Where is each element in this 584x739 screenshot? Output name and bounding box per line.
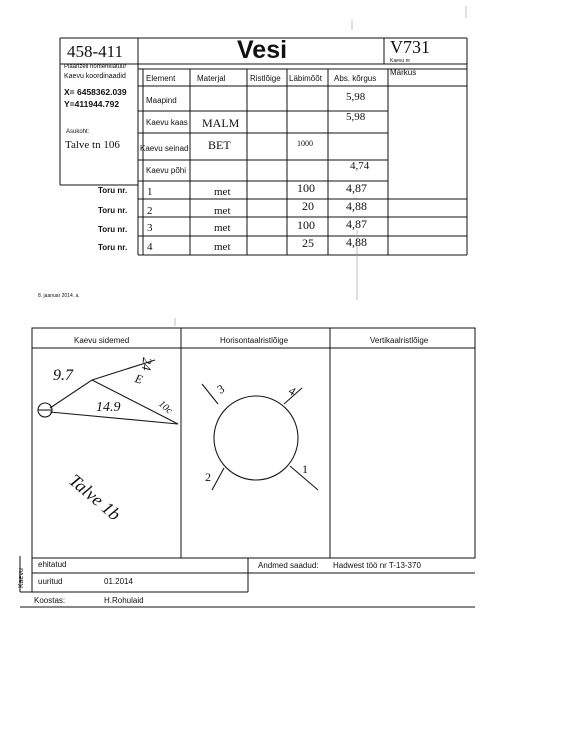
pipe-diameter: 100 [297, 181, 315, 195]
pipe-height: 4,87 [346, 181, 367, 195]
author-value: H.Rohulaid [104, 596, 144, 605]
row-height: 5,98 [346, 91, 366, 103]
pipe-label: Toru nr. [98, 225, 128, 234]
pipe-material: met [214, 186, 231, 198]
col-header-vertical-section: Vertikaalristlõige [370, 336, 429, 345]
pipe-nr: 2 [147, 205, 153, 217]
col-header-diameter: Läbimõõt [289, 74, 322, 83]
pipe-label-4: 4 [286, 383, 299, 399]
x-coordinate: X= 6458362.039 [64, 87, 127, 97]
hw-street-name: Talve 1b [65, 470, 125, 525]
col-header-note: Märkus [390, 68, 417, 77]
row-material: BET [208, 138, 231, 152]
location-label: Asukoht: [66, 129, 90, 135]
pipe-label-1: 1 [302, 462, 308, 476]
pipe-label-2: 2 [205, 470, 211, 484]
row-diameter: 1000 [297, 139, 313, 148]
row-element: Kaevu kaas [146, 118, 188, 127]
row-element: Kaevu seinad [140, 144, 189, 153]
pipe-nr: 1 [147, 186, 153, 198]
col-header-element: Element [146, 74, 176, 83]
updated-value: 01.2014 [104, 577, 133, 586]
row-material: MALM [202, 116, 240, 130]
coord-label: Kaevu koordinaadid [64, 73, 126, 80]
well-code: V731 [390, 37, 430, 57]
row-height: 5,98 [346, 111, 366, 123]
author-label: Koostas: [34, 596, 66, 605]
pipe-height: 4,87 [346, 217, 367, 231]
source-value: Hadwest töö nr T-13-370 [333, 561, 421, 570]
pipe-label: Toru nr. [98, 186, 128, 195]
hw-distance-149: 14.9 [96, 400, 121, 415]
map-sheet-number: 458-411 [67, 42, 124, 61]
row-element: Kaevu põhi [146, 166, 187, 175]
pipe-diameter: 100 [297, 218, 315, 232]
source-label: Andmed saadud: [258, 561, 319, 570]
page-title: Vesi [237, 36, 288, 64]
pipe-material: met [214, 222, 231, 234]
location-value: Talve tn 106 [65, 139, 120, 151]
hw-distance-10c: 10c [156, 398, 175, 417]
pipe-nr: 3 [147, 222, 153, 234]
updated-label: uuritud [38, 577, 63, 586]
pipe-diameter: 25 [302, 236, 314, 250]
pipe-label: Toru nr. [98, 243, 128, 252]
hw-distance-97: 9.7 [53, 367, 73, 384]
pipe-height: 4,88 [346, 235, 367, 249]
col-header-height: Abs. kõrgus [334, 74, 377, 83]
pipe-material: met [214, 205, 231, 217]
hw-letter-e: E [133, 371, 145, 387]
built-label: ehitatud [38, 560, 67, 569]
date-note: 8. jaanuar 2014. a. [38, 293, 80, 299]
col-header-section: Ristlõige [250, 74, 281, 83]
row-element: Maapind [146, 96, 177, 105]
col-header-connections: Kaevu sidemed [74, 336, 130, 345]
footer-side-label: Kaevu [18, 568, 25, 588]
row-height: 4,74 [350, 160, 370, 172]
y-coordinate: Y=411944.792 [64, 99, 120, 109]
pipe-height: 4,88 [346, 199, 367, 213]
pipe-nr: 4 [147, 241, 153, 253]
pipe-label-3: 3 [214, 381, 227, 397]
col-header-horizontal-section: Horisontaalristlõige [220, 336, 289, 345]
pipe-diameter: 20 [302, 199, 314, 213]
pipe-material: met [214, 241, 231, 253]
pipe-label: Toru nr. [98, 206, 128, 215]
plan-label: Plaanzeli nomenklatuur [64, 64, 127, 70]
col-header-material: Materjal [197, 74, 226, 83]
well-code-label: Kaevu nr [390, 58, 411, 64]
hw-distance-24: 24 [138, 356, 156, 372]
